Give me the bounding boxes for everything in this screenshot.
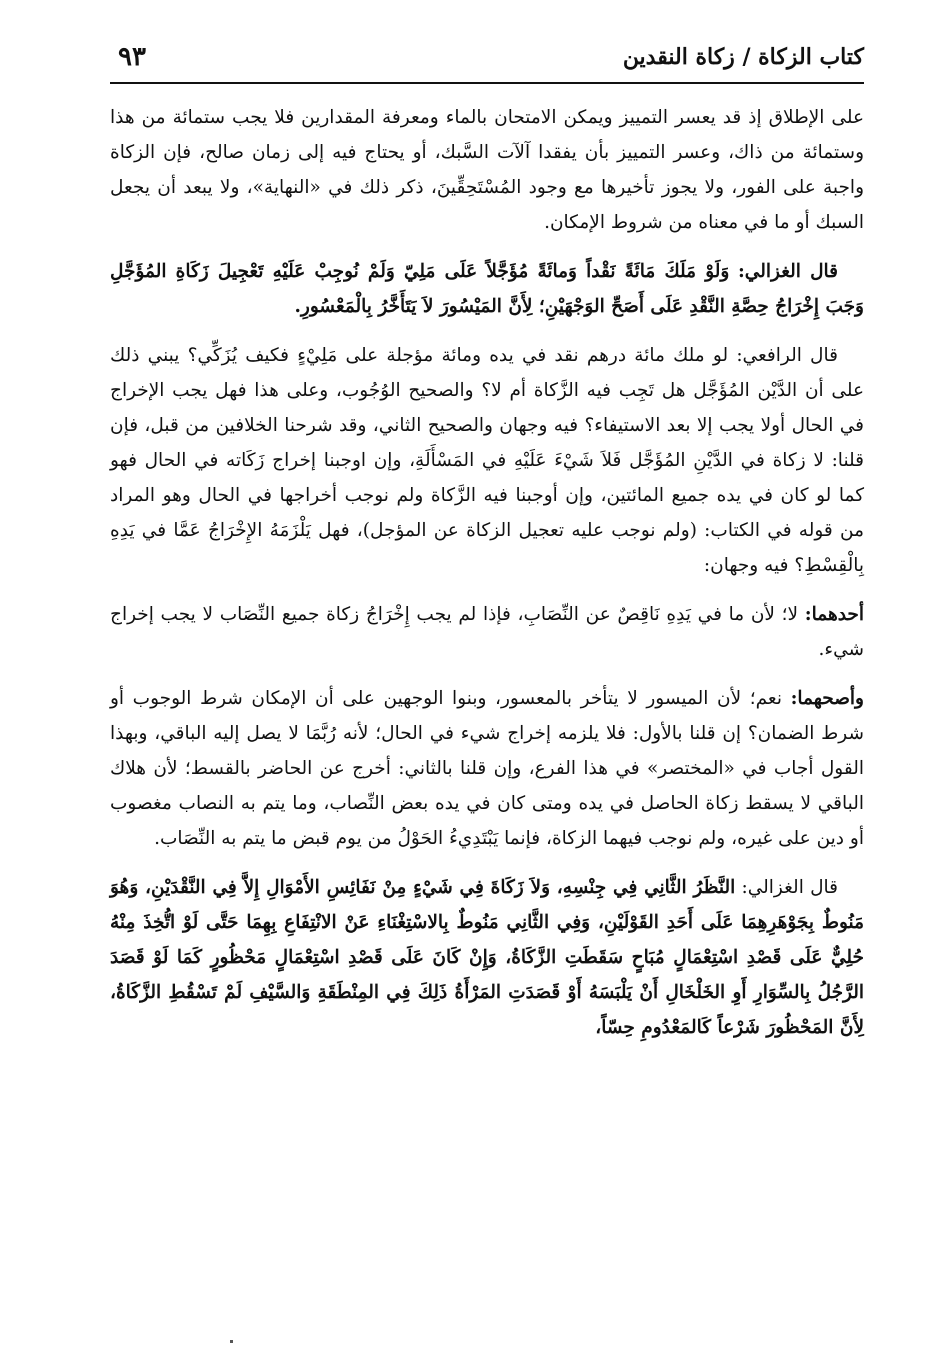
paragraph	[110, 338, 864, 583]
running-title: كتاب الزكاة / زكاة النقدين	[622, 44, 864, 70]
paragraph	[110, 100, 864, 240]
quoted-text: النَّظَرُ الثَّانِي فِي جِنْسِهِ، وَلاَ زَكَاةَ فِي شَيْءٍ مِنْ نَفَائِسِ الأَمْوَالِ إِلاَّ فِي النَّقْدَيْنِ، وَهُوَ مَنُوطٌ بِجَوْهَرِهِمَا عَلَى أَحَدِ القَوْلَيْنِ، وَفِي الثَّانِي مَنُوطٌ بِالاسْتِغْنَاءِ عَنْ الانْتِفَاعِ بِهِمَا حَتَّى لَوْ اتُّخِذَ مِنْهُ حُلِيٌّ عَلَى قَصْدِ اسْتِعْمَالٍ مُبَاحٍ سَقَطَتِ الزَّكَاةُ، وَإِنْ كَانَ عَلَى قَصْدِ اسْتِعْمَالٍ مَحْظُورٍ كَمَا لَوْ قَصَدَ الرَّجُلُ بِالسِّوَارِ أَوِ الخَلْخَالِ أَنْ يَلْبَسَهُ أَوْ قَصَدَتِ المَرْأَةُ ذَلِكَ فِي المِنْطَقَةِ وَالسَّيْفِ لَمْ تَسْقُطِ الزَّكَاةُ، لِأَنَّ المَحْظُورَ شَرْعاً كَالمَعْدُومِ حِسّاً،	[110, 877, 864, 1038]
paragraph-text: نعم؛ لأن الميسور لا يتأخر بالمعسور، وبنوا الوجهين على أن الإمكان شرط الوجوب أو شرط الضمان؟ إن قلنا بالأول: فلا يلزمه إخراج شيء في الحال؛ لأنه رُبَّمَا لا يصل إليه الباقي، وبهذا القول أجاب في «المختصر» في هذا الفرع، وإن قلنا بالثاني: أخرج عن الحاضر بالقسط؛ لأن هلاك الباقي لا يسقط زكاة الحاصل في يده ومتى كان في يده بعض النِّصاب، وما يتم به النصاب مغصوب أو دين على غيره، ولم نوجب فيهما الزكاة، فإنما يَبْتَدِيءُ الحَوْلُ من يوم قبض ما يتم به النِّصَاب.	[110, 688, 864, 849]
paragraph	[110, 597, 864, 667]
paragraph	[110, 254, 864, 324]
paragraph-text: لو ملك مائة درهم نقد في يده ومائة مؤجلة على مَلِيْءٍ فكيف يُزَكِّي؟ يبني ذلك على أن الدَّيْن المُؤَجَّل هل تَجِب فيه الزَّكاة أم لا؟ والصحيح الوُجُوب، وعلى هذا فهل يجب الإخراج في الحال أولا يجب إلا بعد الاستيفاء؟ فيه وجهان والصحيح الثاني، وقد شرحنا الخلافين من قبل، فإن قلنا: لا زكاة في الدَّيْنِ المُؤَجَّل فَلاَ شَيْءَ عَلَيْهِ في المَسْأَلَةِ، وإن اوجبنا إخراج زَكَاته في الحال فهو كما لو كان في يده جميع المائتين، وإن أوجبنا فيه الزَّكاة ولم نوجب أخراجها في الحال وهو المراد من قوله في الكتاب: (ولم نوجب عليه تعجيل الزكاة عن المؤجل)، فهل يَلْزَمَهُ الإِخْرَاجُ عَمَّا في يَدِهِ بِالْقِسْطِ؟ فيه وجهان:	[110, 345, 864, 576]
paragraph-text: لا؛ لأن ما في يَدِهِ نَاقِصٌ عن النِّصَابِ، فإذا لم يجب إِخْرَاجُ زكاة جميع النِّصَاب لا يجب إخراج شيء.	[110, 604, 864, 660]
page-number: ٩٣	[118, 42, 146, 72]
body-text	[110, 100, 864, 1059]
quoted-text: وَلَوْ مَلَكَ مَائَةً نَقْداً وَمائَةً مُؤَجَّلاً عَلَى مَلِيّ وَلَمْ نُوجِبْ عَلَيْهِ تَعْجِيلَ زَكَاةِ المُؤَجَّلِ وَجَبَ إِخْرَاجُ حِصَّةِ النَّقْدِ عَلَى أَصَحِّ الوَجْهَيْنِ؛ لِأَنَّ المَيْسُورَ لاَ يَتَأَخَّرُ بِالْمَعْسُورِ.	[110, 261, 864, 317]
speaker-label: قال الرافعي:	[736, 345, 838, 366]
scan-speck	[230, 1340, 233, 1343]
paragraph	[110, 681, 864, 856]
view-label: أحدهما:	[804, 604, 864, 625]
speaker-label: قال الغزالي:	[741, 877, 839, 898]
speaker-label: قال الغزالي:	[737, 261, 838, 282]
view-label: وأصحهما:	[790, 688, 864, 709]
paragraph-text: على الإطلاق إذ قد يعسر التمييز ويمكن الامتحان بالماء ومعرفة المقدارين فلا يجب ستمائة من هذا وستمائة من ذاك، وعسر التمييز بأن يفقدا آلآت السَّبك، أو يحتاج فيه إلى زمان صالح، فإن الزكاة واجبة على الفور، ولا يجوز تأخيرها مع وجود المُسْتَحِقِّينَ، ذكر ذلك في «النهاية»، ولا يبعد أن يجعل السبك أو ما في معناه من شروط الإمكان.	[110, 107, 864, 233]
paragraph	[110, 870, 864, 1045]
page-header	[110, 30, 864, 84]
